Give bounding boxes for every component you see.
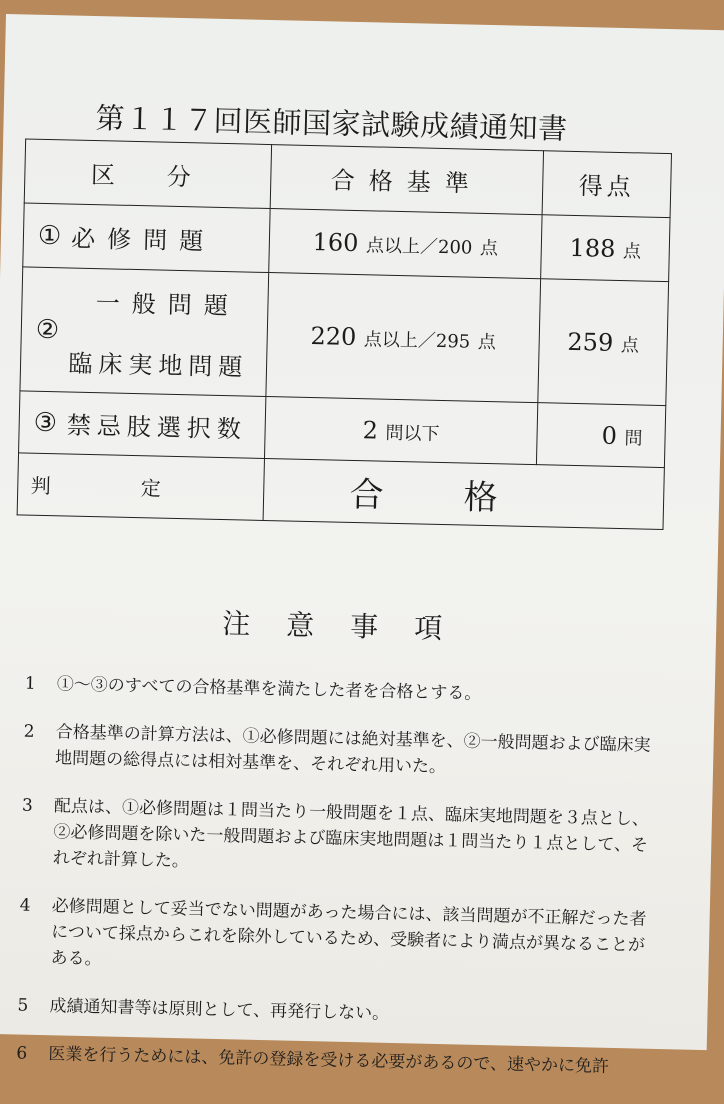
criteria-value: 160: [312, 227, 359, 257]
criteria-value: 2: [362, 415, 379, 445]
header-score: 得点: [542, 151, 671, 218]
notes-heading: 注意事項: [221, 607, 479, 646]
criteria-unit-suffix: 点: [477, 331, 497, 353]
row-number: ②: [35, 314, 60, 345]
document-title: 第１１７回医師国家試験成績通知書: [95, 101, 568, 146]
list-item: [21, 793, 663, 885]
score-unit: 問: [624, 427, 643, 450]
judgement-value: 合格: [349, 474, 579, 521]
criteria-unit: 問以下: [385, 422, 440, 445]
criteria-unit: 点以上／295: [363, 328, 471, 353]
criteria-unit: 点以上／200: [365, 234, 473, 259]
list-item: [17, 993, 657, 1034]
category-label-line1: 一般問題: [95, 288, 241, 320]
criteria-cell: [266, 273, 541, 403]
score-value: 0: [601, 421, 618, 450]
category-cell: [19, 391, 266, 459]
note-number: 3: [21, 795, 34, 816]
score-unit: 点: [620, 334, 640, 356]
score-cell: [536, 403, 665, 468]
score-cell: [538, 279, 669, 406]
row-number: ③: [33, 407, 58, 438]
judgement-value-cell: [263, 458, 664, 529]
note-number: 5: [17, 995, 29, 1016]
judgement-label: 判定: [30, 473, 252, 503]
criteria-cell: [264, 396, 537, 464]
criteria-cell: [269, 209, 542, 279]
row-number: ①: [37, 220, 62, 251]
score-value: 259: [567, 327, 614, 357]
category-label: 必修問題: [70, 224, 216, 256]
note-number: 6: [16, 1043, 28, 1064]
judgement-label-cell: [17, 453, 264, 521]
category-label-line2: 臨床実地問題: [68, 349, 249, 382]
criteria-unit-suffix: 点: [479, 237, 499, 259]
note-number: 4: [19, 895, 31, 916]
grade-table: [17, 138, 672, 530]
note-text: 成績通知書等は原則として、再発行しない。: [49, 996, 390, 1024]
list-item: [16, 1041, 656, 1082]
category-cell: [20, 267, 269, 397]
table-row: [20, 267, 669, 406]
note-text: 合格基準の計算方法は、①必修問題には絶対基準を、②一般問題および臨床実地問題の総得点には相対基準を、それぞれ用いた。: [54, 722, 651, 778]
score-unit: 点: [622, 240, 642, 262]
category-label: 禁忌肢選択数: [66, 411, 248, 444]
note-text: 必修問題として妥当でない問題があった場合には、該当問題が不正解だった者について採点からこれを除外しているため、受験者により満点が異なることがある。: [50, 896, 647, 970]
note-text: 配点は、①必修問題は１問当たり一般問題を１点、臨床実地問題を３点とし、②必修問題を除いた一般問題および臨床実地問題は１問当たり１点として、それぞれ計算した。: [52, 796, 650, 872]
score-value: 188: [569, 233, 616, 263]
note-number: 1: [24, 673, 36, 694]
notes-list: [16, 671, 665, 1103]
note-text: 医業を行うためには、免許の登録を受ける必要があるので、速やかに免許: [48, 1044, 610, 1077]
result-notice-paper: [0, 14, 724, 1077]
judgement-row: [17, 453, 664, 530]
header-criteria: 合格基準: [270, 145, 543, 215]
note-number: 2: [23, 721, 35, 742]
list-item: [18, 893, 660, 985]
list-item: [23, 719, 664, 786]
score-cell: [541, 215, 670, 282]
list-item: [25, 671, 665, 712]
header-category: 区 分: [24, 139, 271, 209]
note-text: ①～③のすべての合格基準を満たした者を合格とする。: [56, 674, 482, 704]
criteria-value: 220: [310, 321, 357, 351]
category-cell: [23, 203, 270, 273]
